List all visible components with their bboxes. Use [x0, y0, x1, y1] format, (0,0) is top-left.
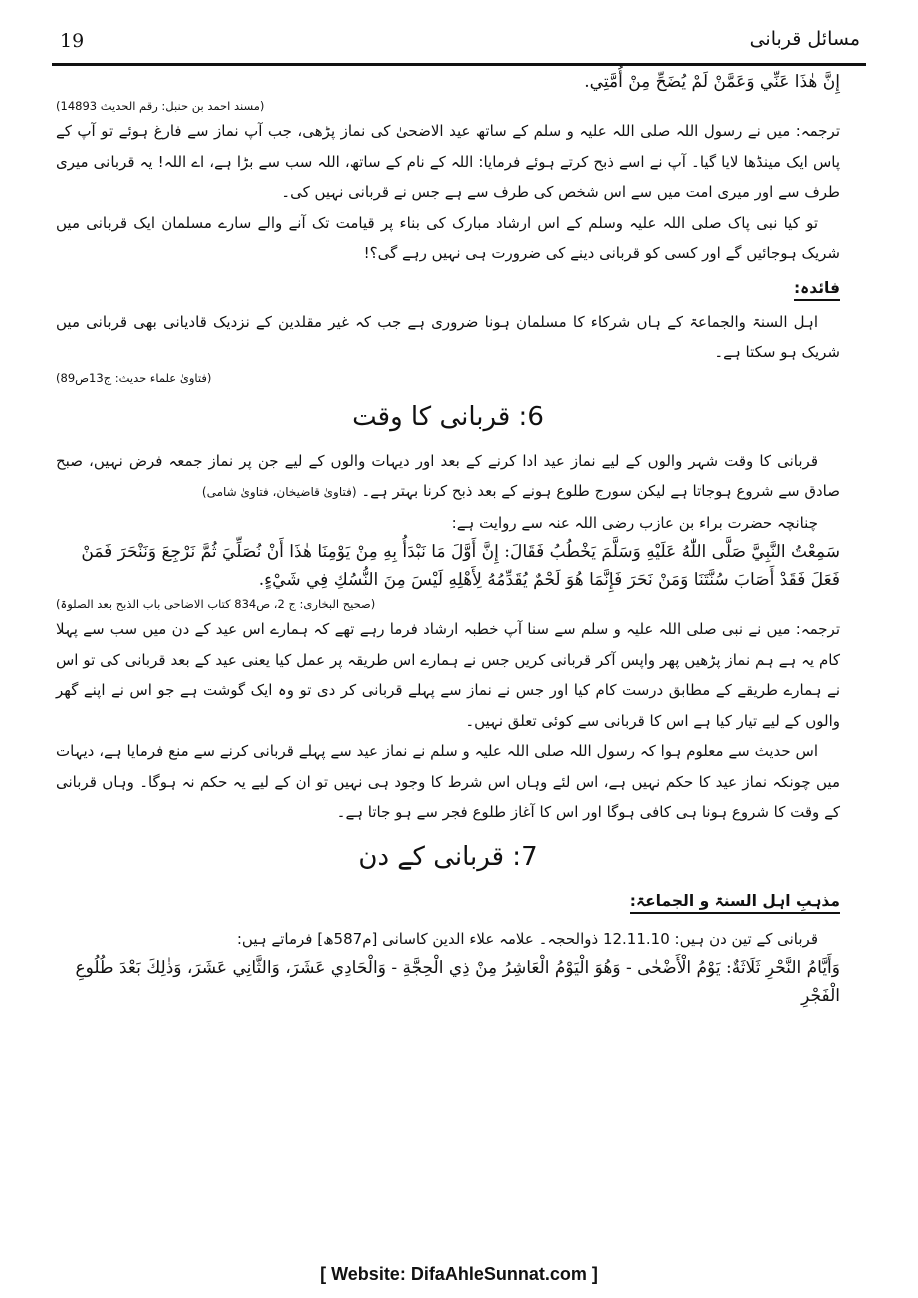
- arabic-text-1: إِنَّ هٰذَا عَنِّي وَعَمَّنْ لَمْ يُضَحِّ مِنْ أُمَّتِي.: [584, 72, 840, 92]
- reference-2: (فتاویٰ علماء حدیث: ج13ص89): [56, 370, 212, 385]
- paragraph-5: قربانی کے تین دن ہیں: 12.11.10 ذوالحجہ۔ علامہ علاء الدین کاسانی [م587ھ] فرماتے ہیں:: [236, 929, 818, 948]
- page-header: [52, 28, 866, 60]
- reference-1: (مسند احمد بن حنبل: رقم الحدیث 14893): [56, 99, 265, 113]
- paragraph-4: اس حدیث سے معلوم ہوا کہ رسول اللہ صلی اللہ علیہ و سلم نے نماز عید سے پہلے قربانی کرنے سے منع فرمایا ہے، دیہات میں چونکہ نماز عید کا حکم نہیں ہے، اس لئے وہاں اس شرط کا وجود ہی نہیں تو ان کے لیے یہ حکم نہ ہوگا۔ وہاں قربانی کے وقت کا شروع ہونا ہی کافی ہوگا اور اس کا آغاز طلوع فجر سے ہو جاتا ہے۔: [56, 742, 840, 821]
- arabic-text-3: وَأَيَّامُ النَّحْرِ ثَلَاثَةٌ: يَوْمُ الْأَضْحٰى - وَهُوَ الْيَوْمُ الْعَاشِرُ مِنْ ذِي الْحِجَّةِ - وَالْحَادِي عَشَرَ، وَالثَّانِي عَشَرَ، وَذٰلِكَ بَعْدَ طُلُوعِ الْفَجْرِ: [75, 958, 840, 1006]
- fayda-text: اہل السنۃ والجماعۃ کے ہاں شرکاء کا مسلمان ہونا ضروری ہے جب کہ غیر مقلدین کے نزدیک قادیانی بھی قربانی میں شریک ہو سکتا ہے۔: [56, 312, 840, 361]
- paragraph-2-text: قربانی کا وقت شہر والوں کے لیے نماز عید ادا کرنے کے بعد اور دیہات والوں کے لیے جن پر نماز جمعہ فرض نہیں، صبح صادق سے شروع ہوجاتا ہے لیکن سورج طلوع ہونے کے بعد ذبح کرنا بہتر ہے۔: [56, 451, 840, 500]
- running-title: مسائل قربانی: [749, 28, 860, 50]
- arabic-text-2: سَمِعْتُ النَّبِيَّ صَلَّى اللّٰهُ عَلَيْهِ وَسَلَّمَ يَخْطُبُ فَقَالَ: إِنَّ أَوَّلَ مَا نَبْدَأُ بِهِ مِنْ يَوْمِنَا هٰذَا أَنْ نُصَلِّيَ ثُمَّ نَرْجِعَ وَنَنْحَرَ فَمَنْ فَعَلَ فَقَدْ أَصَابَ سُنَّتَنَا وَمَنْ نَحَرَ فَإِنَّمَا هُوَ لَحْمٌ يُقَدِّمُهُ لِأَهْلِهِ لَيْسَ مِنَ النُّسُكِ فِي شَيْءٍ.: [81, 542, 840, 590]
- reference-3: (صحیح البخاری: ج 2، ص834 کتاب الاضاحی باب الذبح بعد الصلوۃ): [56, 597, 376, 611]
- translation-1: ترجمہ: میں نے رسول اللہ صلی اللہ علیہ و سلم کے ساتھ عید الاضحیٰ کی نماز پڑھی، جب آپ نماز سے فارغ ہوئے تو آپ کے پاس ایک مینڈھا لایا گیا۔ آپ نے اسے ذبح کرتے ہوئے فرمایا: اللہ کے نام کے ساتھ، اللہ سب سے بڑا ہے، اے اللہ! یہ قربانی میری طرف سے اور میری امت میں سے اس شخص کی طرف سے ہے جس نے قربانی نہیں کی۔: [56, 122, 840, 201]
- paragraph-3: چنانچہ حضرت براء بن عازب رضی اللہ عنہ سے روایت ہے:: [451, 513, 818, 532]
- page-body: [56, 68, 840, 1010]
- translation-2: ترجمہ: میں نے نبی صلی اللہ علیہ و سلم سے سنا آپ خطبہ ارشاد فرما رہے تھے کہ ہمارے اس عید کے دن میں سب سے پہلا کام یہ ہے ہم نماز پڑھیں پھر واپس آکر قربانی کریں جس نے ہمارے اس طریقہ پر عمل کیا یعنی عید کے بعد قربانی کی تو اس نے ہمارے طریقے کے مطابق درست کام کیا اور جس نے نماز سے پہلے قربانی کر دی تو وہ ایک گوشت ہے جو اس نے اپنے گھر والوں کے لیے تیار کیا ہے اس کا قربانی سے کوئی تعلق نہیں۔: [56, 620, 840, 730]
- website-footer: [ Website: DifaAhleSunnat.com ]: [320, 1264, 598, 1284]
- section-heading-7: 7: قربانی کے دن: [358, 841, 538, 872]
- madhab-heading: [56, 886, 840, 916]
- madhab-heading-text: مذہبِ اہل السنۃ و الجماعۃ:: [630, 892, 840, 914]
- page-number: 19: [60, 30, 85, 52]
- header-rule: [52, 63, 866, 66]
- paragraph-2-reference: (فتاویٰ قاضیخان، فتاویٰ شامی): [201, 485, 357, 499]
- fayda-heading-text: فائدہ:: [794, 279, 840, 301]
- fayda-heading: [56, 273, 840, 303]
- paragraph-1: تو کیا نبی پاک صلی اللہ علیہ وسلم کے اس ارشاد مبارک کی بناء پر قیامت تک آنے والے سارے مسلمان ایک قربانی میں شریک ہوجائیں گے اور کسی کو قربانی دینے کی ضرورت ہی نہیں رہے گی؟!: [56, 213, 840, 262]
- section-heading-6: 6: قربانی کا وقت: [352, 401, 544, 432]
- paragraph-2: [56, 446, 840, 508]
